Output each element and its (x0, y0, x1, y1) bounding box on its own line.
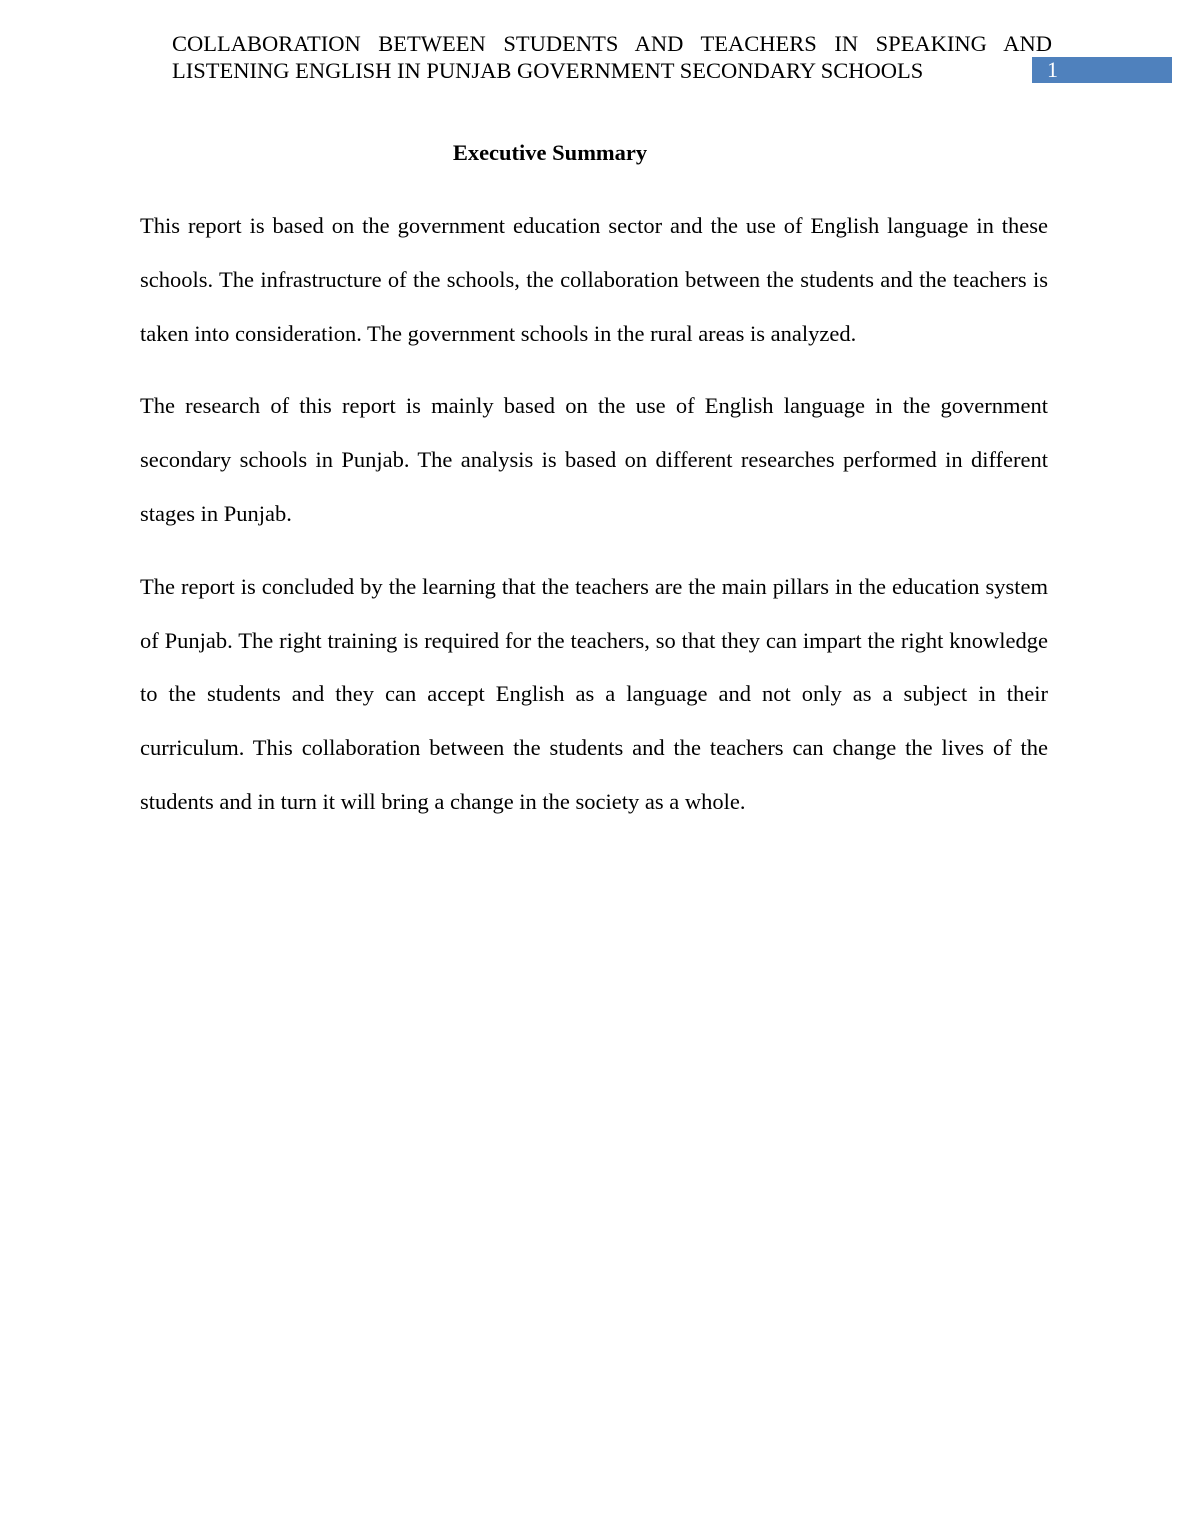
paragraph: The research of this report is mainly based on the use of English language in the government secondary schools in Punjab. The analysis is based on different researches performed in different stages in Punjab. (140, 393, 1048, 526)
document-body (140, 199, 1048, 848)
page-number: 1 (1047, 57, 1058, 82)
document-title: Executive Summary (452, 140, 648, 165)
running-header: COLLABORATION BETWEEN STUDENTS AND TEACHERS IN SPEAKING AND LISTENING ENGLISH IN PUNJAB GOVERNMENT SECONDARY SCHOOLS (172, 31, 1052, 83)
page-number-box (1032, 57, 1172, 83)
paragraph: This report is based on the government education sector and the use of English language in these schools. The infrastructure of the schools, the collaboration between the students and the teachers is taken into consideration. The government schools in the rural areas is analyzed. (140, 213, 1048, 346)
paragraph: The report is concluded by the learning that the teachers are the main pillars in the education system of Punjab. The right training is required for the teachers, so that they can impart the right knowledge to the students and they can accept English as a language and not only as a subject in their curriculum. This collaboration between the students and the teachers can change the lives of the students and in turn it will bring a change in the society as a whole. (140, 573, 1048, 814)
